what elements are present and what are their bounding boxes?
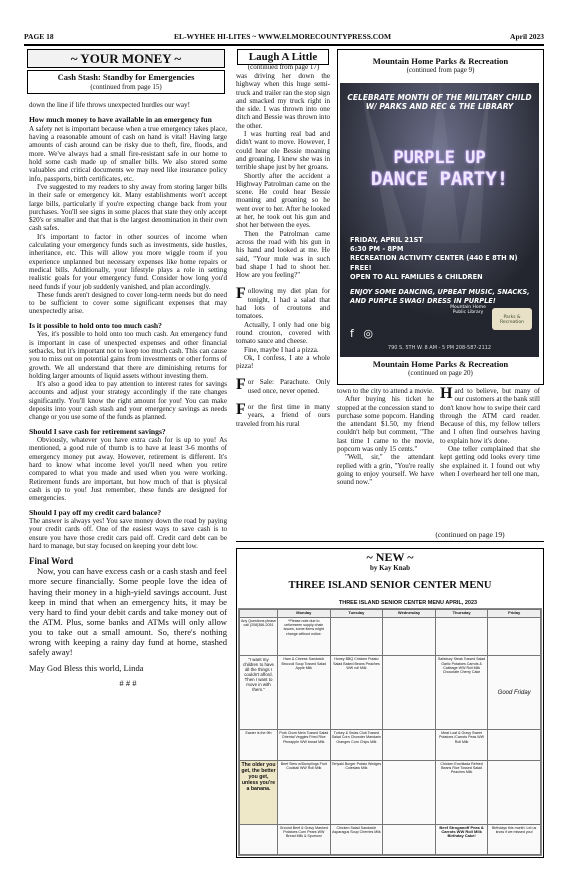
paragraph: It's important to factor in other sources of income when calculating your emergency funds such as investments, side hustles, inheritance, etc. This will allow you more wiggle room if you experience unplanned but necessary expenses like home repairs or medical bills. Additionally, your lifestyle plays a role in setting realistic goals for your emergency fund. Consider how long you'd need funds if your job suddenly vanished, and plan accordingly.	[29, 232, 227, 291]
laugh-column-3	[440, 387, 540, 478]
parks-header	[337, 56, 544, 74]
menu-cell: Salisbury Steak Tossed Salad Garlic Potatoes Carrots & Cabbage WW Roll Milk Chocolate Cherry Cake	[435, 656, 488, 730]
paragraph: "Well, sir," the attendant replied with a grin, "You're really going to enjoy yourself. We have sound now."	[337, 453, 434, 487]
paragraph: or Sale: Parachute. Only used once, never opened.	[247, 378, 330, 395]
column-title: Laugh A Little	[248, 51, 318, 63]
side-quote: The older you get, the better you get, unless you're a banana.	[240, 760, 278, 824]
poster-title-line2: DANCE PARTY!	[370, 168, 509, 190]
event-audience: OPEN TO ALL FAMILIES & CHILDREN	[350, 272, 483, 281]
paragraph: Ok, I confess, I ate a whole pizza!	[236, 353, 330, 371]
section-title: Mountain Home Parks & Recreation	[372, 56, 509, 66]
menu-cell: Beef Stroganoff Peas & Carrots WW Roll Milk Birthday Cake!	[435, 824, 488, 854]
side-note: Any Questions please call (208)366-2051	[240, 618, 278, 656]
paragraph: Yes, it's possible to hold onto too much cash. An emergency fund is important in case of unexpected expenses and other financial setbacks, but it's important not to keep too much cash. This can cause you to miss out on potential gains from investments or other forms of growth. We all understand that there are diminishing returns for holding larger amounts of liquid assets without investing them.	[29, 330, 227, 380]
continued-on: (continued on page 20)	[408, 369, 473, 377]
parks-rec-logo: Parks & Recreation	[492, 308, 532, 330]
day-header: Friday	[488, 610, 541, 618]
day-header: Monday	[278, 610, 331, 618]
menu-cell	[383, 824, 436, 854]
page-header	[24, 30, 544, 44]
new-label: ~ NEW ~	[366, 550, 414, 564]
signature-line: May God Bless this world, Linda	[29, 663, 144, 674]
menu-cell: Chicken Enchilada Refried Beans Rice Tossed Salad Peaches Milk	[435, 760, 488, 824]
header-rule	[24, 44, 544, 46]
drop-cap: F	[236, 400, 246, 418]
laugh-column-1	[236, 72, 330, 428]
calendar-title: THREE ISLAND SENIOR CENTER MENU APRIL, 2023	[338, 600, 478, 606]
event-date: FRIDAY, APRIL 21ST	[350, 236, 423, 244]
menu-cell: Ground Beef & Gravy Mashed Potatoes Corn Pears WW Bread Milk & Spumoni	[278, 824, 331, 854]
money-banner-title: ~ YOUR MONEY ~	[70, 51, 182, 66]
menu-cell	[488, 730, 541, 760]
dance-party-poster	[340, 83, 539, 357]
laugh-column-2	[337, 387, 434, 487]
event-description: ENJOY SOME DANCING, UPBEAT MUSIC, SNACKS, AND PURPLE SWAG! DRESS IN PURPLE!	[350, 288, 530, 306]
menu-cell	[383, 656, 436, 730]
paragraph: One teller complained that she kept getting odd looks every time she explained it. I found out why when I overheard her tell one man,	[440, 445, 540, 478]
menu-cell: Teriyaki Burger Potato Wedges Coleslaw Milk	[330, 760, 383, 824]
menu-cell	[383, 618, 436, 656]
paragraph: The answer is always yes! You save money down the road by paying your credit cards off. One of the easiest ways to save cash is to ensure you have those credit cars paid off. Credit card debt can be hard to manage, but stay focused on keeping your debt low.	[29, 517, 227, 551]
menu-cell: Chicken Salad Sandwich Asparagus Soup Cherries Milk	[330, 824, 383, 854]
drop-cap: F	[236, 285, 246, 303]
paragraph: town to the city to attend a movie.	[337, 387, 434, 395]
subheading: Is it possible to hold onto too much cash?	[29, 320, 162, 330]
subheading: Should I save cash for retirement savings?	[29, 426, 166, 436]
money-title-box	[27, 70, 225, 94]
event-location: RECREATION ACTIVITY CENTER (440 E 8TH N)	[350, 254, 518, 263]
paragraph: ollowing my diet plan for tonight, I had a salad that had lots of croutons and tomatoes.	[236, 287, 330, 321]
poster-title-line1: PURPLE UP	[393, 148, 486, 168]
continued-from: (continued from page 15)	[90, 83, 162, 91]
paragraph: Shortly after the accident a Highway Patrolman came on the scene. He could hear Bessie moaning and groaning so he went over to her. After he looked at her, he took out his gun and shot her between the eyes.	[236, 171, 330, 230]
end-marks: # # #	[119, 678, 137, 689]
side-note: Easter is the 9th	[240, 730, 278, 760]
paragraph: These funds aren't designed to cover long-term needs but do need to be sufficient to cover some significant expenses that may unexpectedly arise.	[29, 290, 227, 316]
paragraph: Actually, I only had one big round crouton, covered with tomato sauce and cheese.	[236, 320, 330, 346]
paragraph: A safety net is important because when a true emergency takes place, having a reasonable amount of cash on hand is vital! Having large amounts of cash around can be risky due to theft, fire, floods, and more. We've always had a small fire-resistant safe in our home to hold some cash made up of smaller bills. We also stored some valuables and critical documents we may need like insurance policy info, passports, birth certificates, etc.	[29, 124, 227, 183]
byline: by Kay Knab	[369, 564, 411, 572]
subheading: Should I pay off my credit card balance?	[29, 507, 162, 517]
paragraph: Fine, maybe I had a pizza.	[244, 345, 319, 354]
instagram-icon: ◎	[363, 327, 373, 340]
poster-details	[350, 236, 530, 306]
menu-calendar	[238, 598, 541, 855]
menu-cell	[383, 730, 436, 760]
menu-cell: Good Friday	[488, 656, 541, 730]
menu-cell: *Please note due to unforeseen supply chain issues, some items might change without notice.	[278, 618, 331, 656]
poster-address: 790 S. 5TH W. 8 AM - 5 PM 208-587-2112	[387, 345, 492, 351]
calendar-table	[238, 608, 542, 856]
menu-cell: Beef Stew w/Dumplings Fruit Cocktail WW Roll Milk	[278, 760, 331, 824]
social-icons	[350, 327, 373, 340]
library-logo: Mountain Home Public Library	[450, 305, 486, 315]
side-blank	[240, 824, 278, 854]
continued-on: (continued on page 19)	[435, 530, 505, 539]
event-price: FREE!	[350, 263, 372, 272]
section-rule	[236, 541, 544, 542]
senior-header	[236, 551, 544, 593]
menu-cell: Turkey & Swiss Club Tossed Salad Corn Chowder Mandarin Oranges Corn Chips Milk	[330, 730, 383, 760]
paragraph: After buying his ticket he stopped at the concession stand to purchase some popcorn. Handing the attendant $1.50, my friend couldn't help but comment, "The last time I came to the movie, popcorn was only 15 cents."	[337, 395, 434, 454]
paragraph: I've suggested to my readers to shy away from storing larger bills in their safe or emergency kit. Many establishments won't accept large bills, particularly if you're expecting change back from your purchases. You'll see signs in some places that state they only accept $20's or smaller and that that is the largest denomination in their own cash safes.	[29, 182, 227, 233]
parks-footer	[337, 359, 544, 377]
day-header: Thursday	[435, 610, 488, 618]
subheading: How much money to have available in an emergency fun	[29, 115, 212, 125]
side-quote: "I want my children to have all the things I couldn't afford. Then I want to move in with them."	[240, 656, 278, 730]
continued-from: (continued from page 9)	[406, 66, 475, 74]
paragraph: It's also a good idea to pay attention to interest rates for savings accounts and adjust your strategy accordingly if the rate changes significantly. You'll know the right amount for you! You can make deposits into your cash stash and your emergency savings as needs change or you use some of the funds as planned.	[29, 380, 227, 422]
menu-cell: Honey BBQ Chicken Potato Salad Baked Beans Peaches WW roll Milk	[330, 656, 383, 730]
menu-cell	[488, 760, 541, 824]
drop-cap: H	[440, 385, 453, 402]
article-title: Cash Stash: Standby for Emergencies	[57, 72, 195, 82]
paper-name: EL-WYHEE HI-LITES ~ WWW.ELMORECOUNTYPRESS.COM	[174, 32, 392, 41]
event-time: 6:30 PM - 8PM	[350, 245, 404, 254]
money-banner	[27, 49, 225, 68]
paragraph: Obviously, whatever you have extra cash for is up to you! As mentioned, a good rule of thumb is to have at least 3-6 months of emergency money put away. However, retirement is different. It's hard to know what income level you'll need when you retire compared to what you made and used when you were working. Retirement funds are important, but how much of that is physical cash is up to you! Just remember, these funds are designed for emergencies.	[29, 436, 227, 503]
day-header: Wednesday	[383, 610, 436, 618]
paragraph: down the line if life throws unexpected hurdles our way!	[29, 101, 190, 109]
blank-header	[240, 610, 278, 618]
paragraph: Then the Patrolman came across the road with his gun in his hand and looked at me. He said, "Your mule was in such bad shape I had to shoot her. How are you feeling?"	[236, 229, 330, 280]
paragraph: I was hurting real bad and didn't want to move. However, I could hear ole Bessie moaning and groaning. I knew she was in terrible shape just by her groans.	[236, 130, 330, 172]
senior-title: THREE ISLAND SENIOR CENTER MENU	[288, 580, 492, 591]
section-title: Mountain Home Parks & Recreation	[372, 359, 509, 369]
menu-cell	[383, 760, 436, 824]
continued-from: (continued from page 17)	[247, 63, 320, 71]
senior-menu-box	[236, 548, 544, 858]
menu-cell: Ham & Cheese Sandwich Broccoli Soup Tossed Salad Apple Milk	[278, 656, 331, 730]
menu-cell: Meat Loaf & Gravy Sweet Potatoes /Carrots Peas WW Roll Milk	[435, 730, 488, 760]
page-number: PAGE 18	[24, 32, 54, 41]
subheading: Final Word	[29, 556, 74, 567]
menu-cell: Birthdays this month: Let us know if we missed you!	[488, 824, 541, 854]
issue-date: April 2023	[510, 32, 544, 41]
money-article	[29, 101, 227, 687]
paragraph: ard to believe, but many of our customers at the bank still don't know how to swipe their card through the ATM card reader. Because of this, my fellow tellers and I often find ourselves having to explain how it's done.	[440, 387, 540, 445]
paragraph: Now, you can have excess cash or a cash stash and feel more secure financially. Some people love the idea of having their money in a high-yield savings account. Just keep in mind that when an emergency hits, it may be very hard to find your debit cards and take money out of the ATM. Plus, some banks and ATMs will only allow you to take out a small amount. So, there's nothing wrong with keeping a rainy day fund at home, stashed safely away!	[29, 566, 227, 658]
poster-headline: CELEBRATE MONTH OF THE MILITARY CHILD W/ PARKS AND REC & THE LIBRARY	[347, 93, 532, 111]
menu-cell	[435, 618, 488, 656]
drop-cap: F	[236, 376, 246, 394]
menu-cell	[330, 618, 383, 656]
paragraph: or the first time in many years, a friend of ours traveled from his rural	[236, 402, 330, 428]
menu-cell	[488, 618, 541, 656]
day-header: Tuesday	[330, 610, 383, 618]
paragraph: was driving her down the highway when this huge semi-truck and trailer ran the stop sign and smacked my truck right in the side. I was thrown into one ditch and Bessie was thrown into the other.	[236, 72, 330, 130]
facebook-icon: f	[350, 327, 354, 340]
menu-cell: Pork Chow Mein Tossed Salad Oriental Veggies Fried Rice Pineapple WW bread Milk	[278, 730, 331, 760]
